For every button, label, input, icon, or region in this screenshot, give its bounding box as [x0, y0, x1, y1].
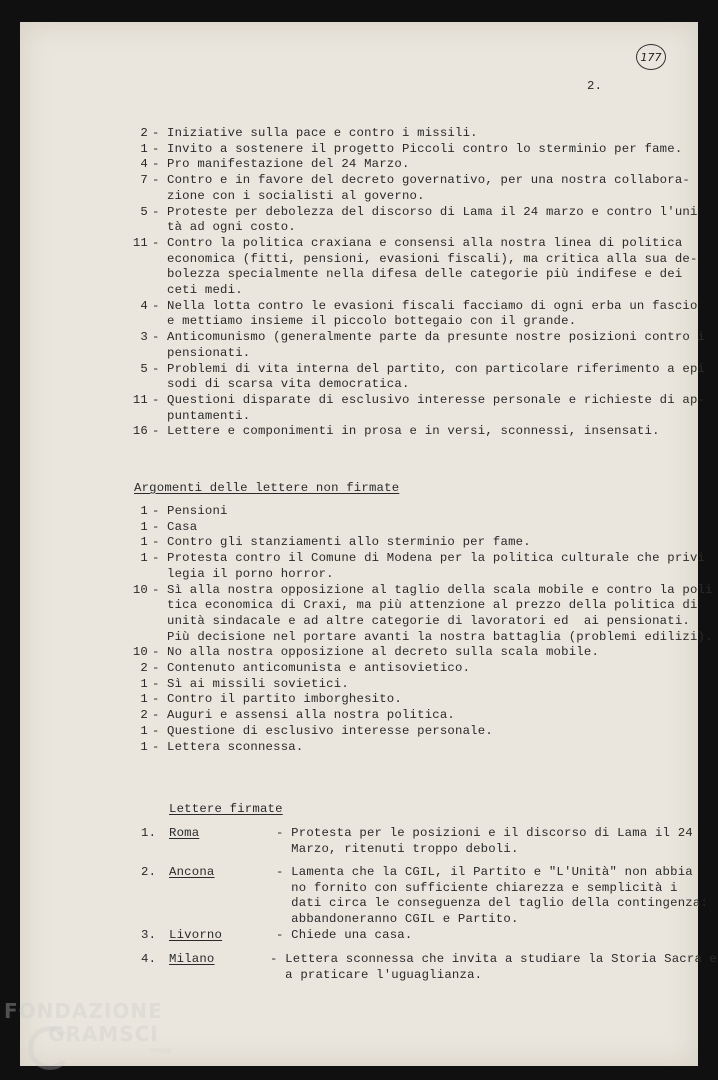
list-item-text: Casa	[167, 519, 198, 534]
list-item-text: tica economica di Craxi, ma più attenzione al prezzo della politica di	[167, 598, 698, 613]
watermark-line2: GRAMSCI	[48, 1022, 159, 1046]
list-item-dash: -	[152, 645, 160, 660]
letter-description: abbandoneranno CGIL e Partito.	[276, 912, 519, 927]
list-item-text: e mettiamo insieme il piccolo bottegaio con il grande.	[167, 314, 577, 329]
list-item-text: bolezza specialmente nella difesa delle categorie più indifese e dei	[167, 267, 683, 282]
list-item-dash: -	[152, 298, 160, 313]
list-item-dash: -	[152, 692, 160, 707]
list-item-text: Lettera sconnessa.	[167, 739, 304, 754]
list-item-text: Pensioni	[167, 504, 228, 518]
list-item-text: Problemi di vita interna del partito, con particolare riferimento a epi	[167, 361, 706, 376]
list-item-text: puntamenti.	[167, 408, 251, 423]
page-number: 2.	[587, 79, 603, 93]
list-item-count: 2	[140, 708, 148, 723]
letter-description: no fornito con sufficiente chiarezza e semplicità i	[276, 880, 678, 895]
list-item-dash: -	[152, 723, 160, 738]
list-item-dash: -	[152, 330, 160, 345]
list-item-count: 16	[132, 424, 148, 439]
watermark-line1: FONDAZIONE	[4, 999, 163, 1023]
list-item-text: Anticomunismo (generalmente parte da presunte nostre posizioni contro i	[167, 330, 706, 345]
list-item-text: Nella lotta contro le evasioni fiscali facciamo di ogni erba un fascio	[167, 298, 698, 313]
list-item-text: Protesta contro il Comune di Modena per la politica culturale che privi	[167, 551, 706, 566]
watermark-line3: onlus	[150, 1046, 172, 1055]
list-item-count: 2	[140, 661, 148, 675]
list-item-text: Questione di esclusivo interesse personale.	[167, 723, 493, 738]
list-item-text: pensionati.	[167, 345, 251, 360]
list-item-dash: -	[152, 141, 160, 156]
list-item-text: Contro e in favore del decreto governativo, per una nostra collabora-	[167, 173, 690, 188]
list-item-dash: -	[152, 535, 160, 550]
list-item-count: 1	[140, 723, 148, 738]
letter-description: Marzo, ritenuti troppo deboli.	[276, 841, 519, 856]
list-item-count: 1	[140, 551, 148, 566]
list-item-text: Contenuto anticomunista e antisovietico.	[167, 661, 471, 675]
list-item-dash: -	[152, 392, 160, 407]
list-item-count: 2	[140, 126, 148, 140]
list-item-text: Lettere e componimenti in prosa e in versi, sconnessi, insensati.	[167, 424, 660, 439]
letter-city: Milano	[169, 952, 215, 966]
list-item-text: Questioni disparate di esclusivo interesse personale e richieste di ap-	[167, 392, 706, 407]
list-item-count: 1	[140, 676, 148, 691]
list-item-text: Iniziative sulla pace e contro i missili.	[167, 126, 478, 140]
list-item-text: No alla nostra opposizione al decreto sulla scala mobile.	[167, 645, 600, 660]
list-item-count: 7	[140, 173, 148, 188]
letter-number: 2.	[141, 865, 157, 879]
list-item-text: economica (fitti, pensioni, evasioni fiscali), ma critica alla sua de-	[167, 251, 698, 266]
letter-description: - Protesta per le posizioni e il discorso di Lama il 24	[276, 826, 693, 840]
list-item-count: 1	[140, 739, 148, 754]
list-item-dash: -	[152, 582, 160, 597]
list-item-dash: -	[152, 173, 160, 188]
list-item-count: 11	[132, 392, 148, 407]
list-item-count: 5	[140, 361, 148, 376]
list-item-text: ceti medi.	[167, 283, 243, 297]
list-item-text: sodi di scarsa vita democratica.	[167, 377, 410, 392]
list-item-text: unità sindacale e ad altre categorie di lavoratori ed ai pensionati.	[167, 613, 690, 628]
list-item-count: 5	[140, 204, 148, 219]
letter-description: - Lamenta che la CGIL, il Partito e "L'Unità" non abbia	[276, 865, 693, 879]
list-item-text: Sì alla nostra opposizione al taglio della scala mobile e contro la poli	[167, 582, 713, 597]
list-item-text: tà ad ogni costo.	[167, 220, 296, 235]
list-item-count: 4	[140, 157, 148, 172]
list-item-text: Proteste per debolezza del discorso di Lama il 24 marzo e contro l'uni	[167, 204, 698, 219]
list-item-dash: -	[152, 504, 160, 518]
list-item-dash: -	[152, 708, 160, 723]
list-item-text: Contro gli stanziamenti allo sterminio per fame.	[167, 535, 531, 550]
list-item-text: zione con i socialisti al governo.	[167, 188, 425, 203]
letter-description: a praticare l'uguaglianza.	[270, 967, 483, 982]
list-item-text: legia il porno horror.	[167, 566, 334, 581]
list-item-text: Auguri e assensi alla nostra politica.	[167, 708, 456, 723]
list-item-dash: -	[152, 661, 160, 675]
letter-description: - Lettera sconnessa che invita a studiare la Storia Sacra e	[270, 952, 718, 966]
letter-city: Ancona	[169, 865, 215, 879]
list-item-count: 3	[140, 330, 148, 345]
list-item-count: 1	[140, 519, 148, 534]
list-item-count: 10	[132, 582, 148, 597]
list-item-text: Sì ai missili sovietici.	[167, 676, 349, 691]
list-item-dash: -	[152, 519, 160, 534]
list-item-count: 1	[140, 535, 148, 550]
letter-number: 4.	[141, 952, 157, 966]
section-title-unsigned: Argomenti delle lettere non firmate	[134, 481, 400, 495]
section-title-signed: Lettere firmate	[169, 802, 283, 816]
list-item-dash: -	[152, 676, 160, 691]
list-item-text: Pro manifestazione del 24 Marzo.	[167, 157, 410, 172]
list-item-text: Invito a sostenere il progetto Piccoli contro lo sterminio per fame.	[167, 141, 683, 156]
letter-number: 3.	[141, 928, 157, 942]
list-item-dash: -	[152, 126, 160, 140]
list-item-dash: -	[152, 204, 160, 219]
list-item-dash: -	[152, 235, 160, 250]
list-item-count: 4	[140, 298, 148, 313]
letter-number: 1.	[141, 826, 157, 840]
letter-description: - Chiede una casa.	[276, 928, 413, 942]
list-item-count: 1	[140, 141, 148, 156]
list-item-count: 1	[140, 504, 148, 518]
list-item-dash: -	[152, 551, 160, 566]
letter-city: Livorno	[169, 928, 223, 942]
list-item-count: 1	[140, 692, 148, 707]
list-item-text: Contro il partito imborghesito.	[167, 692, 402, 707]
list-item-count: 11	[132, 235, 148, 250]
list-item-dash: -	[152, 424, 160, 439]
list-item-dash: -	[152, 157, 160, 172]
list-item-dash: -	[152, 739, 160, 754]
letter-description: dati circa le conseguenza del taglio della contingenza:	[276, 896, 709, 911]
archive-stamp: 177	[636, 44, 666, 70]
list-item-dash: -	[152, 361, 160, 376]
list-item-text: Contro la politica craxiana e consensi alla nostra linea di politica	[167, 235, 683, 250]
list-item-count: 10	[132, 645, 148, 660]
list-item-text: Più decisione nel portare avanti la nostra battaglia (problemi edilizi).	[167, 629, 713, 644]
letter-city: Roma	[169, 826, 200, 840]
